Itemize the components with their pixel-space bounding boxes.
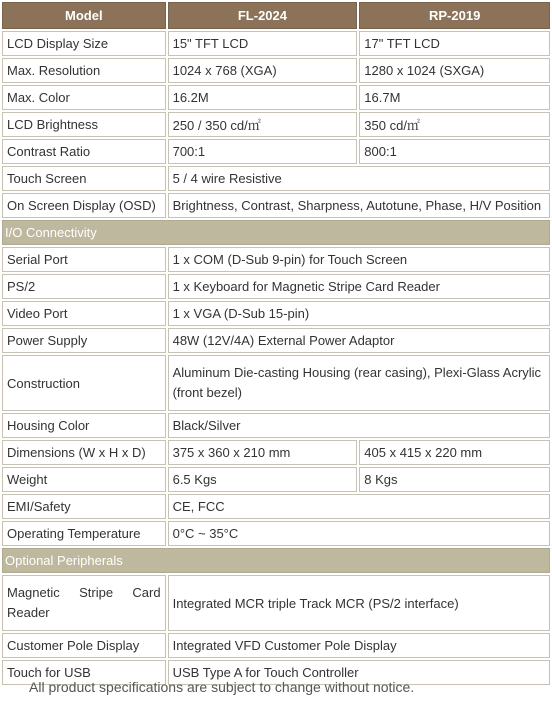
row-label: Magnetic Stripe Card Reader [2, 575, 166, 631]
table-row [2, 328, 550, 353]
table-row [2, 301, 550, 326]
shared-value: 1 x COM (D-Sub 9-pin) for Touch Screen [168, 247, 550, 272]
shared-value: Black/Silver [168, 413, 550, 438]
shared-value: Aluminum Die-casting Housing (rear casing), Plexi-Glass Acrylic (front bezel) [168, 355, 550, 411]
shared-value: USB Type A for Touch Controller [168, 660, 550, 685]
table-row [2, 633, 550, 658]
disclaimer-notice: All product specifications are subject to change without notice. [29, 679, 415, 695]
row-label: EMI/Safety [2, 494, 166, 519]
fl-value: 700:1 [168, 139, 358, 164]
fl-value: 6.5 Kgs [168, 467, 358, 492]
shared-value: 5 / 4 wire Resistive [168, 166, 550, 191]
table-row [2, 467, 550, 492]
row-label: LCD Display Size [2, 31, 166, 56]
section-row [2, 548, 550, 573]
table-row [2, 247, 550, 272]
shared-value: 0°C ~ 35°C [168, 521, 550, 546]
row-label: Contrast Ratio [2, 139, 166, 164]
fl-value: 250 / 350 cd/㎡ [168, 112, 358, 137]
row-label: Video Port [2, 301, 166, 326]
table-row [2, 166, 550, 191]
table-row [2, 58, 550, 83]
table-row [2, 521, 550, 546]
row-label: Weight [2, 467, 166, 492]
table-row [2, 112, 550, 137]
row-label: On Screen Display (OSD) [2, 193, 166, 218]
table-row [2, 440, 550, 465]
row-label: Housing Color [2, 413, 166, 438]
row-label: Touch for USB [2, 660, 166, 685]
table-row [2, 85, 550, 110]
row-label: Construction [2, 355, 166, 411]
table-row [2, 139, 550, 164]
fl-value: 375 x 360 x 210 mm [168, 440, 358, 465]
table-row [2, 413, 550, 438]
row-label: PS/2 [2, 274, 166, 299]
row-label: LCD Brightness [2, 112, 166, 137]
table-row [2, 575, 550, 631]
header-fl-2024: FL-2024 [168, 2, 358, 29]
shared-value: Integrated VFD Customer Pole Display [168, 633, 550, 658]
fl-value: 1024 x 768 (XGA) [168, 58, 358, 83]
row-label: Customer Pole Display [2, 633, 166, 658]
row-label: Power Supply [2, 328, 166, 353]
rp-value: 405 x 415 x 220 mm [359, 440, 550, 465]
row-label: Dimensions (W x H x D) [2, 440, 166, 465]
rp-value: 1280 x 1024 (SXGA) [359, 58, 550, 83]
table-row [2, 31, 550, 56]
row-label: Operating Temperature [2, 521, 166, 546]
rp-value: 16.7M [359, 85, 550, 110]
rp-value: 8 Kgs [359, 467, 550, 492]
row-label: Serial Port [2, 247, 166, 272]
shared-value: 1 x VGA (D-Sub 15-pin) [168, 301, 550, 326]
section-row [2, 220, 550, 245]
row-label: Max. Resolution [2, 58, 166, 83]
row-label: Max. Color [2, 85, 166, 110]
rp-value: 350 cd/㎡ [359, 112, 550, 137]
header-rp-2019: RP-2019 [359, 2, 550, 29]
row-label: Touch Screen [2, 166, 166, 191]
shared-value: Brightness, Contrast, Sharpness, Autotune, Phase, H/V Position [168, 193, 550, 218]
shared-value: CE, FCC [168, 494, 550, 519]
header-row [2, 2, 550, 29]
header-model: Model [2, 2, 166, 29]
table-row [2, 274, 550, 299]
section-io-connectivity: I/O Connectivity [2, 220, 550, 245]
shared-value: 1 x Keyboard for Magnetic Stripe Card Reader [168, 274, 550, 299]
shared-value: Integrated MCR triple Track MCR (PS/2 interface) [168, 575, 550, 631]
table-row [2, 494, 550, 519]
table-row [2, 355, 550, 411]
shared-value: 48W (12V/4A) External Power Adaptor [168, 328, 550, 353]
fl-value: 16.2M [168, 85, 358, 110]
rp-value: 800:1 [359, 139, 550, 164]
fl-value: 15" TFT LCD [168, 31, 358, 56]
table-row [2, 193, 550, 218]
section-optional-peripherals: Optional Peripherals [2, 548, 550, 573]
rp-value: 17" TFT LCD [359, 31, 550, 56]
